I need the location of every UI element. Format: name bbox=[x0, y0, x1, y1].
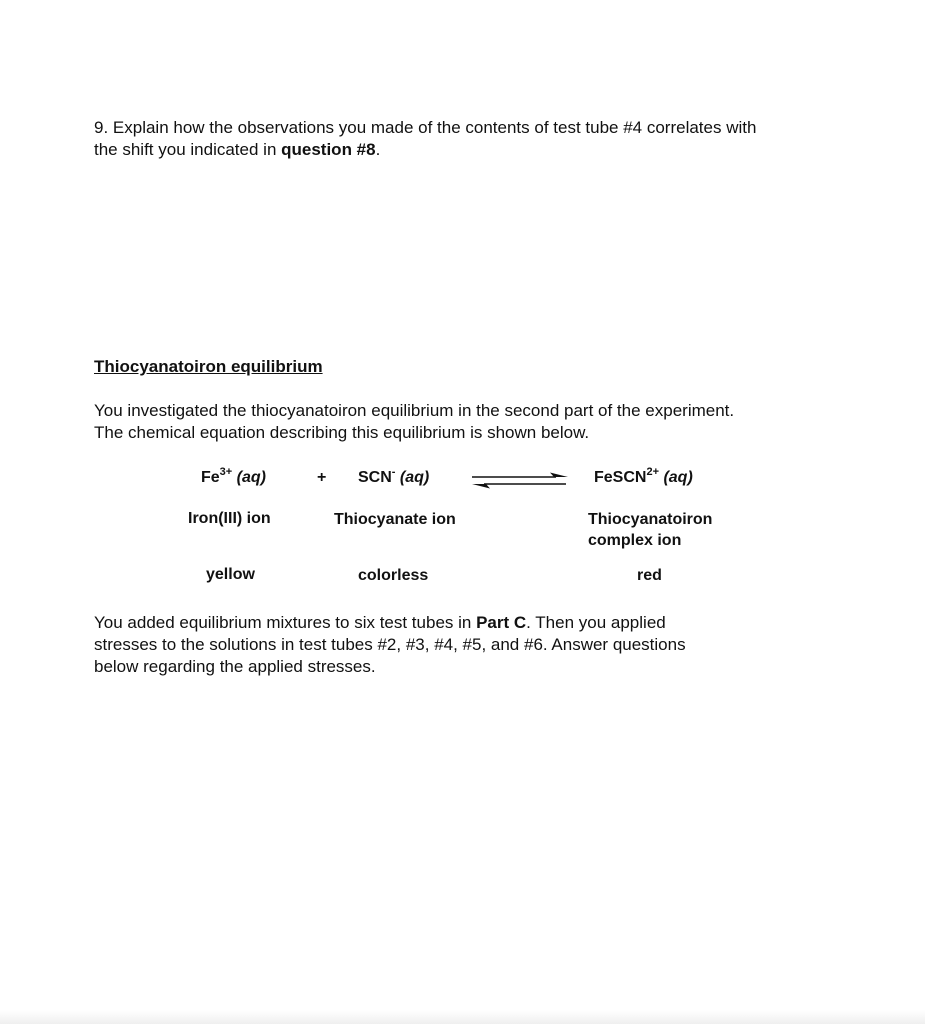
fe-state: (aq) bbox=[236, 469, 266, 486]
closing-line-2: stresses to the solutions in test tubes #2, #3, #4, #5, and #6. Answer questions bbox=[94, 635, 686, 654]
reactant-fe bbox=[201, 466, 266, 487]
fescn-state: (aq) bbox=[663, 469, 693, 486]
product-fescn bbox=[594, 466, 693, 487]
thiocyanate-ion-color: colorless bbox=[358, 567, 429, 584]
iron-ion-name: Iron(III) ion bbox=[188, 510, 271, 527]
fescn-charge: 2+ bbox=[646, 466, 659, 478]
scn-state: (aq) bbox=[399, 469, 430, 486]
reactant-scn bbox=[358, 466, 430, 487]
iron-ion-color: yellow bbox=[206, 566, 255, 583]
fe-charge: 3+ bbox=[219, 466, 233, 478]
plus-sign: + bbox=[317, 469, 327, 486]
scn-formula: SCN bbox=[358, 469, 392, 486]
part-reference: Part C bbox=[476, 613, 527, 632]
fescn-formula: FeSCN bbox=[594, 469, 647, 486]
question-9-line-2 bbox=[94, 139, 380, 161]
question-9-text: the shift you indicated in bbox=[94, 140, 282, 159]
closing-line-1 bbox=[94, 612, 666, 634]
complex-ion-name-line-2: complex ion bbox=[588, 532, 682, 549]
closing-text: You added equilibrium mixtures to six test tubes in bbox=[94, 613, 477, 632]
scn-charge: - bbox=[391, 466, 396, 478]
fe-formula: Fe bbox=[201, 469, 220, 486]
question-reference: question #8 bbox=[281, 140, 376, 159]
question-9-period: . bbox=[375, 140, 381, 159]
thiocyanate-ion-name: Thiocyanate ion bbox=[334, 511, 456, 528]
equilibrium-arrow-icon bbox=[470, 469, 570, 493]
closing-text-end: . Then you applied bbox=[526, 613, 666, 632]
complex-ion-color: red bbox=[637, 567, 662, 584]
intro-line-2: The chemical equation describing this equilibrium is shown below. bbox=[94, 423, 590, 442]
closing-line-3: below regarding the applied stresses. bbox=[94, 657, 376, 676]
complex-ion-name-line-1: Thiocyanatoiron bbox=[588, 511, 713, 528]
intro-line-1: You investigated the thiocyanatoiron equilibrium in the second part of the experiment. bbox=[94, 401, 735, 420]
question-9-line-1: 9. Explain how the observations you made of the contents of test tube #4 correlates with bbox=[94, 118, 757, 137]
section-heading: Thiocyanatoiron equilibrium bbox=[94, 357, 323, 376]
page-bottom-edge bbox=[0, 1010, 925, 1024]
